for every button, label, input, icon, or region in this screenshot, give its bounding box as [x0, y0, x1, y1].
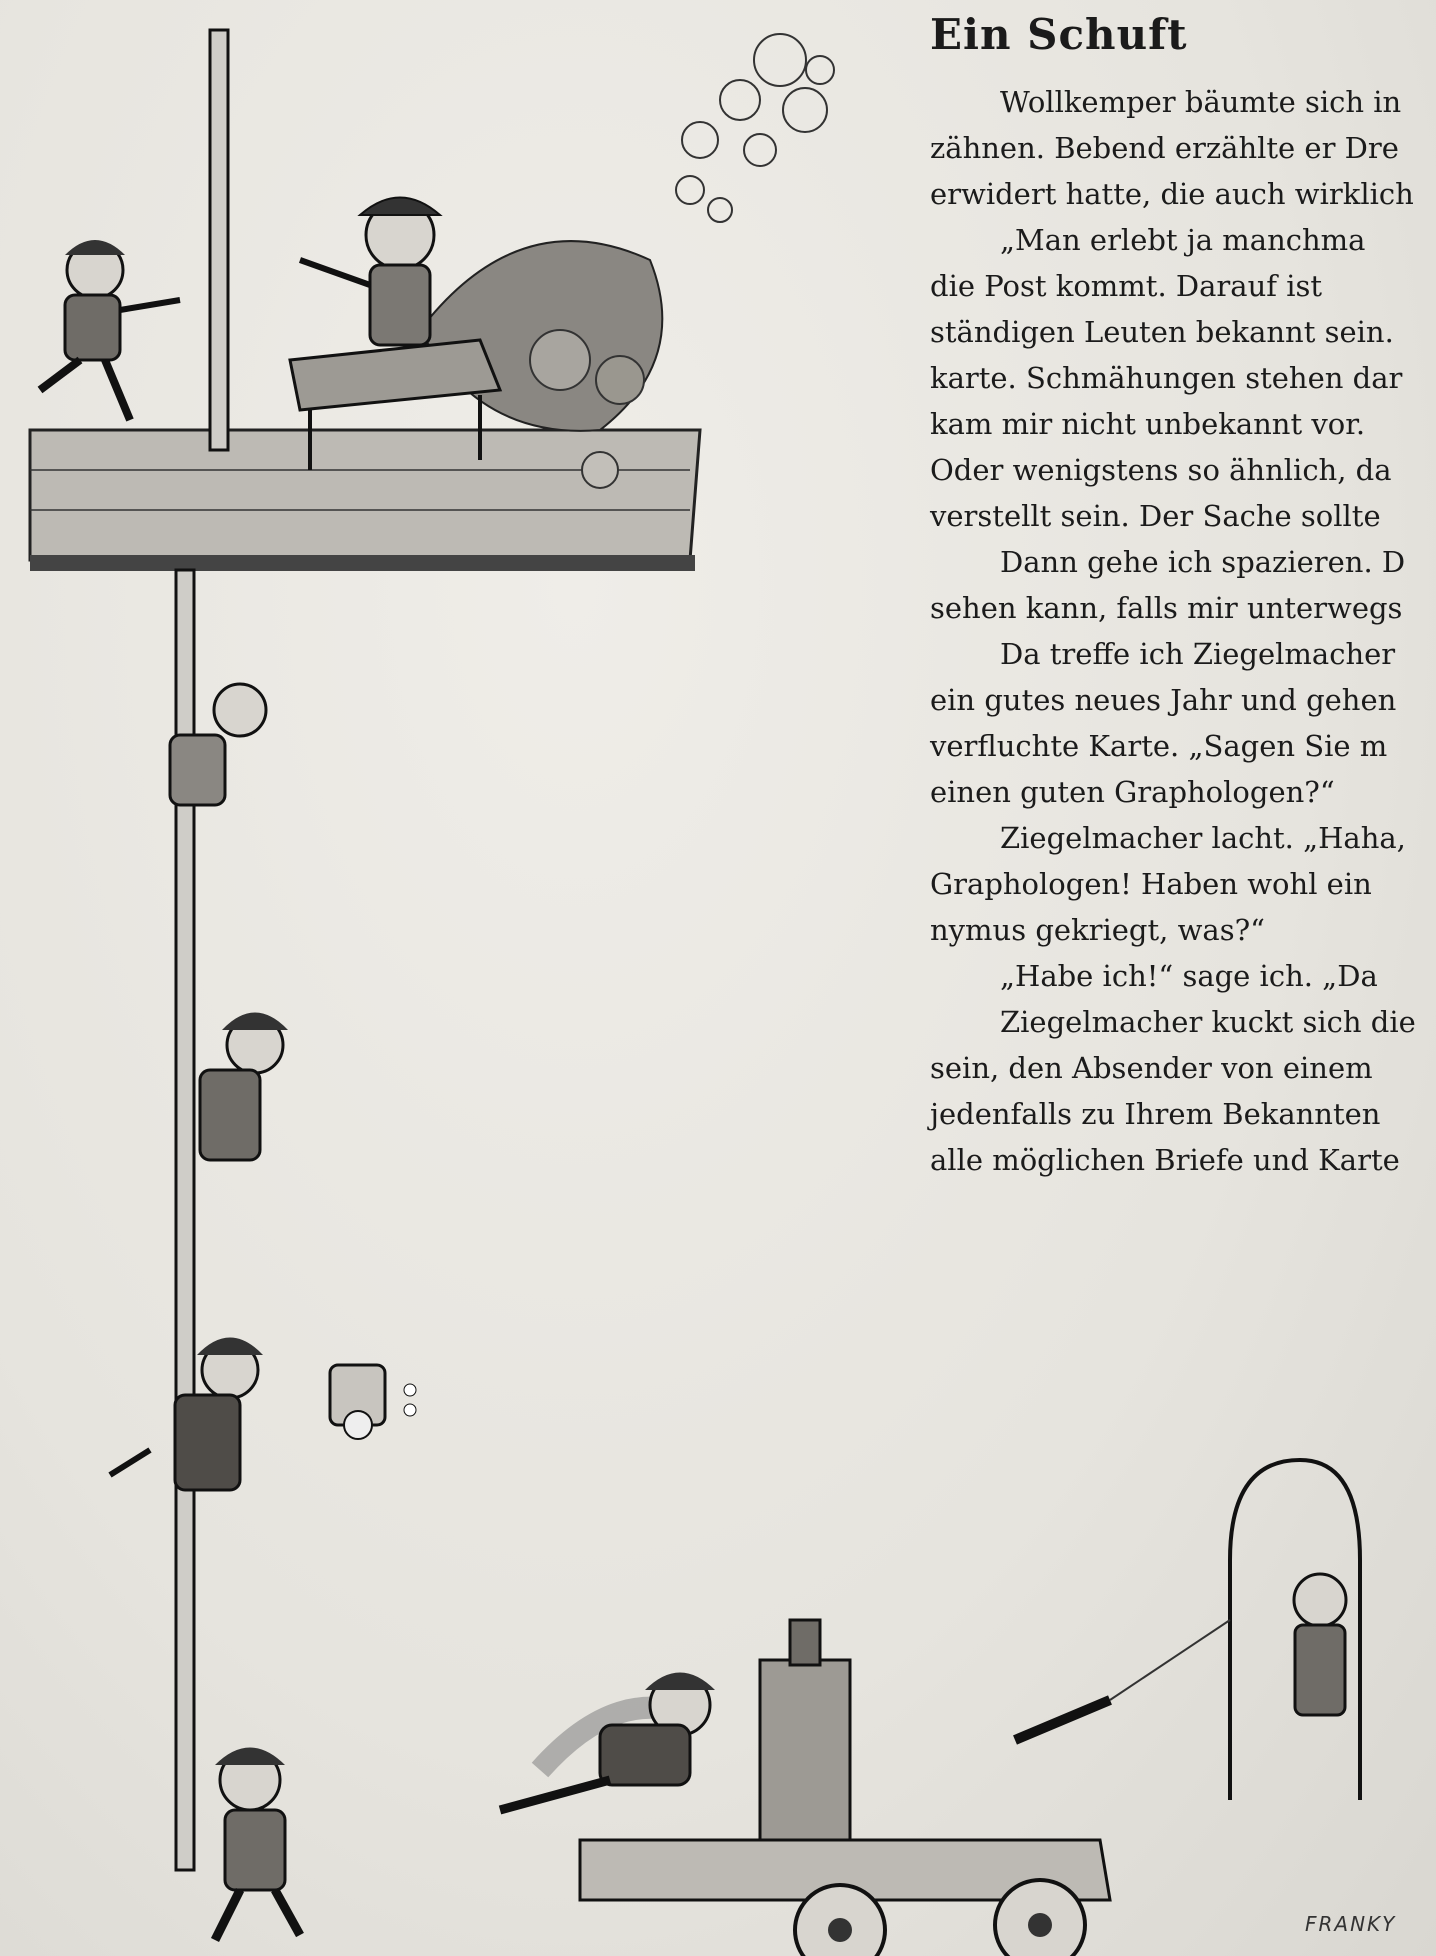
article-line: sehen kann, falls mir unterwegs [930, 591, 1403, 625]
article-line: verfluchte Karte. „Sagen Sie m [930, 729, 1388, 763]
article-line: einen guten Graphologen?“ [930, 775, 1335, 809]
artist-signature: FRANKY [1305, 1912, 1397, 1936]
article-line: kam mir nicht unbekannt vor. [930, 407, 1366, 441]
article-line: nymus gekriegt, was?“ [930, 913, 1265, 947]
article-line: erwidert hatte, die auch wirklich [930, 177, 1414, 211]
article-line: „Habe ich!“ sage ich. „Da [1000, 959, 1378, 993]
article-line: ein gutes neues Jahr und gehen [930, 683, 1397, 717]
article-line: die Post kommt. Darauf ist [930, 269, 1323, 303]
article-line: sein, den Absender von einem [930, 1051, 1373, 1085]
article-line: Ziegelmacher kuckt sich die [1000, 1005, 1416, 1039]
article-line: Oder wenigstens so ähnlich, da [930, 453, 1392, 487]
article-line: „Man erlebt ja manchma [1000, 223, 1366, 257]
article-line: zähnen. Bebend erzählte er Dre [930, 131, 1399, 165]
article-line: jedenfalls zu Ihrem Bekannten [930, 1097, 1381, 1131]
running-firefighter [40, 240, 180, 420]
falling-alarm-bell [330, 1365, 416, 1439]
firefighter-at-desk [300, 198, 440, 346]
article-title: Ein Schuft [930, 10, 1188, 59]
pushing-firefighter [500, 1673, 715, 1811]
article-line: Wollkemper bäumte sich in [1000, 85, 1402, 119]
fire-pole [176, 30, 228, 1870]
article-line: Dann gehe ich spazieren. D [1000, 545, 1406, 579]
fire-station-archway [1110, 1460, 1360, 1800]
article-line: alle möglichen Briefe und Karte [930, 1143, 1400, 1177]
article [930, 10, 1436, 1177]
explosion-smoke [420, 34, 834, 488]
steam-fire-engine [540, 1620, 1110, 1956]
article-line: Graphologen! Haben wohl ein [930, 867, 1372, 901]
climbing-firefighters [110, 684, 288, 1490]
article-line: karte. Schmähungen stehen dar [930, 361, 1403, 395]
article-line: Da treffe ich Ziegelmacher [1000, 637, 1396, 671]
article-line: ständigen Leuten bekannt sein. [930, 315, 1394, 349]
bottom-firefighter [215, 1748, 300, 1941]
article-line: Ziegelmacher lacht. „Haha, [1000, 821, 1406, 855]
article-line: verstellt sein. Der Sache sollte [930, 499, 1381, 533]
